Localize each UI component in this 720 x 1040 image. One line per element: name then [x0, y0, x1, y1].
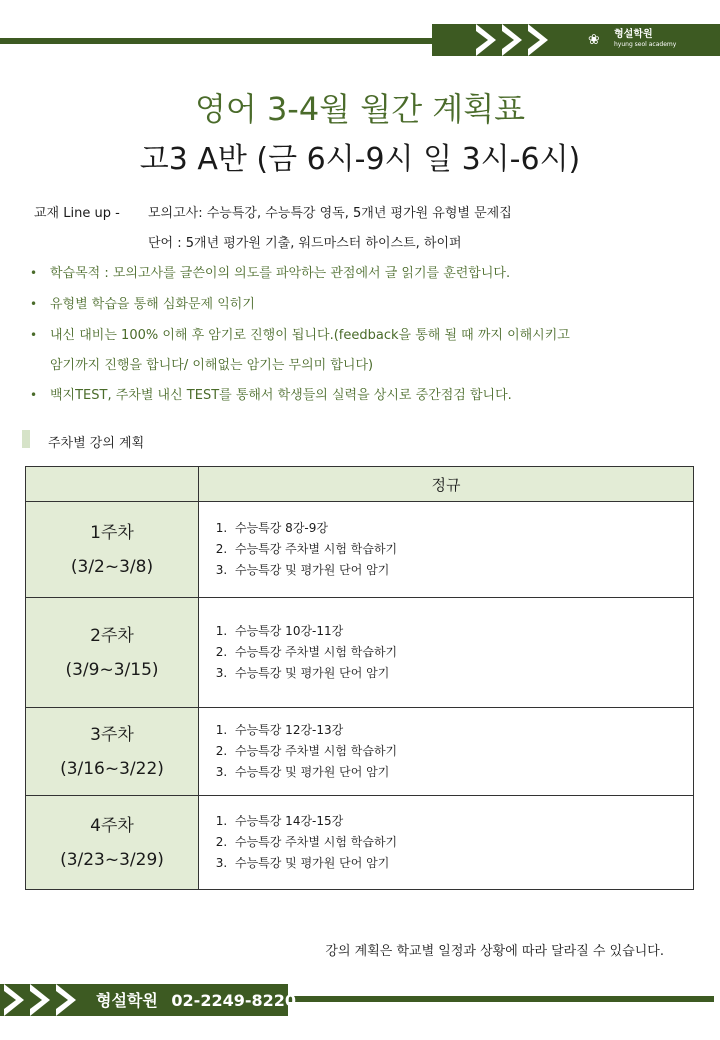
- butterfly-icon: ❀: [588, 32, 600, 48]
- week-cell: [26, 502, 199, 598]
- plan-item: 1. 수능특강 14강-15강: [231, 811, 693, 832]
- plan-item: 3. 수능특강 및 평가원 단어 암기: [231, 560, 693, 581]
- footer-contact: [96, 988, 296, 1011]
- week-items-cell: [199, 796, 694, 890]
- footer-academy-name: 형설학원: [96, 991, 158, 1010]
- chevron-right-icon: [476, 24, 496, 56]
- week-items-cell: [199, 708, 694, 796]
- week-cell: [26, 708, 199, 796]
- plan-item: 3. 수능특강 및 평가원 단어 암기: [231, 762, 693, 783]
- plan-item: 3. 수능특강 및 평가원 단어 암기: [231, 853, 693, 874]
- week-label: 1주차: [90, 522, 134, 543]
- plan-item: 2. 수능특강 주차별 시험 학습하기: [231, 832, 693, 853]
- section-marker: [22, 430, 30, 448]
- bottom-divider-line: [280, 996, 714, 1002]
- chevron-right-icon: [56, 984, 76, 1016]
- week-label: 3주차: [90, 724, 134, 745]
- plan-item: 2. 수능특강 주차별 시험 학습하기: [231, 741, 693, 762]
- logo-subtitle: hyung seol academy: [614, 41, 677, 48]
- textbook-vocab: 단어 : 5개년 평가원 기출, 워드마스터 하이스트, 하이퍼: [148, 236, 462, 251]
- plan-item: 3. 수능특강 및 평가원 단어 암기: [231, 663, 693, 684]
- bullet-dot: •: [30, 328, 38, 342]
- bullet-dot: •: [30, 266, 38, 280]
- week-dates: (3/2~3/8): [70, 556, 154, 577]
- week-label: 2주차: [90, 625, 134, 646]
- chevron-right-icon: [4, 984, 24, 1016]
- weekly-plan-table: [25, 466, 694, 890]
- bullet-dot: •: [30, 297, 38, 311]
- table-row: [26, 502, 694, 598]
- logo-name: 형설학원: [614, 29, 653, 40]
- chevron-right-icon: [30, 984, 50, 1016]
- section-title: 주차별 강의 계획: [48, 436, 145, 451]
- top-divider-line: [0, 38, 440, 44]
- footer-phone: 02-2249-8220: [171, 991, 297, 1010]
- bullet-text: 내신 대비는 100% 이해 후 암기로 진행이 됩니다.(feedback을 통해 될 때 까지 이해시키고: [50, 328, 570, 343]
- table-row: [26, 708, 694, 796]
- table-header-regular: 정규: [199, 467, 694, 502]
- class-subtitle: 고3 A반 (금 6시-9시 일 3시-6시): [139, 142, 581, 177]
- week-items-cell: [199, 598, 694, 708]
- plan-item: 1. 수능특강 10강-11강: [231, 621, 693, 642]
- chevron-right-icon: [528, 24, 548, 56]
- plan-item: 2. 수능특강 주차별 시험 학습하기: [231, 539, 693, 560]
- week-cell: [26, 598, 199, 708]
- table-corner-cell: [26, 467, 199, 502]
- bullet-text: 백지TEST, 주차별 내신 TEST를 통해서 학생들의 실력을 상시로 중간점검 합니다.: [50, 388, 512, 403]
- page-title: 영어 3-4월 월간 계획표: [194, 90, 526, 128]
- chevron-right-icon: [502, 24, 522, 56]
- academy-logo: [588, 27, 713, 53]
- table-row: [26, 796, 694, 890]
- week-items-cell: [199, 502, 694, 598]
- week-dates: (3/23~3/29): [60, 849, 164, 870]
- week-dates: (3/9~3/15): [65, 659, 159, 680]
- bullet-text-continued: 암기까지 진행을 합니다/ 이해없는 암기는 무의미 합니다): [50, 358, 374, 373]
- table-row: [26, 598, 694, 708]
- bullet-dot: •: [30, 388, 38, 402]
- week-dates: (3/16~3/22): [60, 758, 164, 779]
- bullet-text: 학습목적 : 모의고사를 글쓴이의 의도를 파악하는 관점에서 글 읽기를 훈련합니다.: [50, 266, 511, 281]
- table-header-row: [26, 467, 694, 502]
- textbook-mock: 모의고사: 수능특강, 수능특강 영독, 5개년 평가원 유형별 문제집: [148, 206, 512, 221]
- week-cell: [26, 796, 199, 890]
- bullet-text: 유형별 학습을 통해 심화문제 익히기: [50, 297, 255, 312]
- textbook-label: 교재 Line up -: [34, 206, 120, 221]
- plan-item: 1. 수능특강 12강-13강: [231, 720, 693, 741]
- week-label: 4주차: [90, 815, 134, 836]
- schedule-note: 강의 계획은 학교별 일정과 상황에 따라 달라질 수 있습니다.: [325, 944, 664, 959]
- plan-item: 2. 수능특강 주차별 시험 학습하기: [231, 642, 693, 663]
- plan-item: 1. 수능특강 8강-9강: [231, 518, 693, 539]
